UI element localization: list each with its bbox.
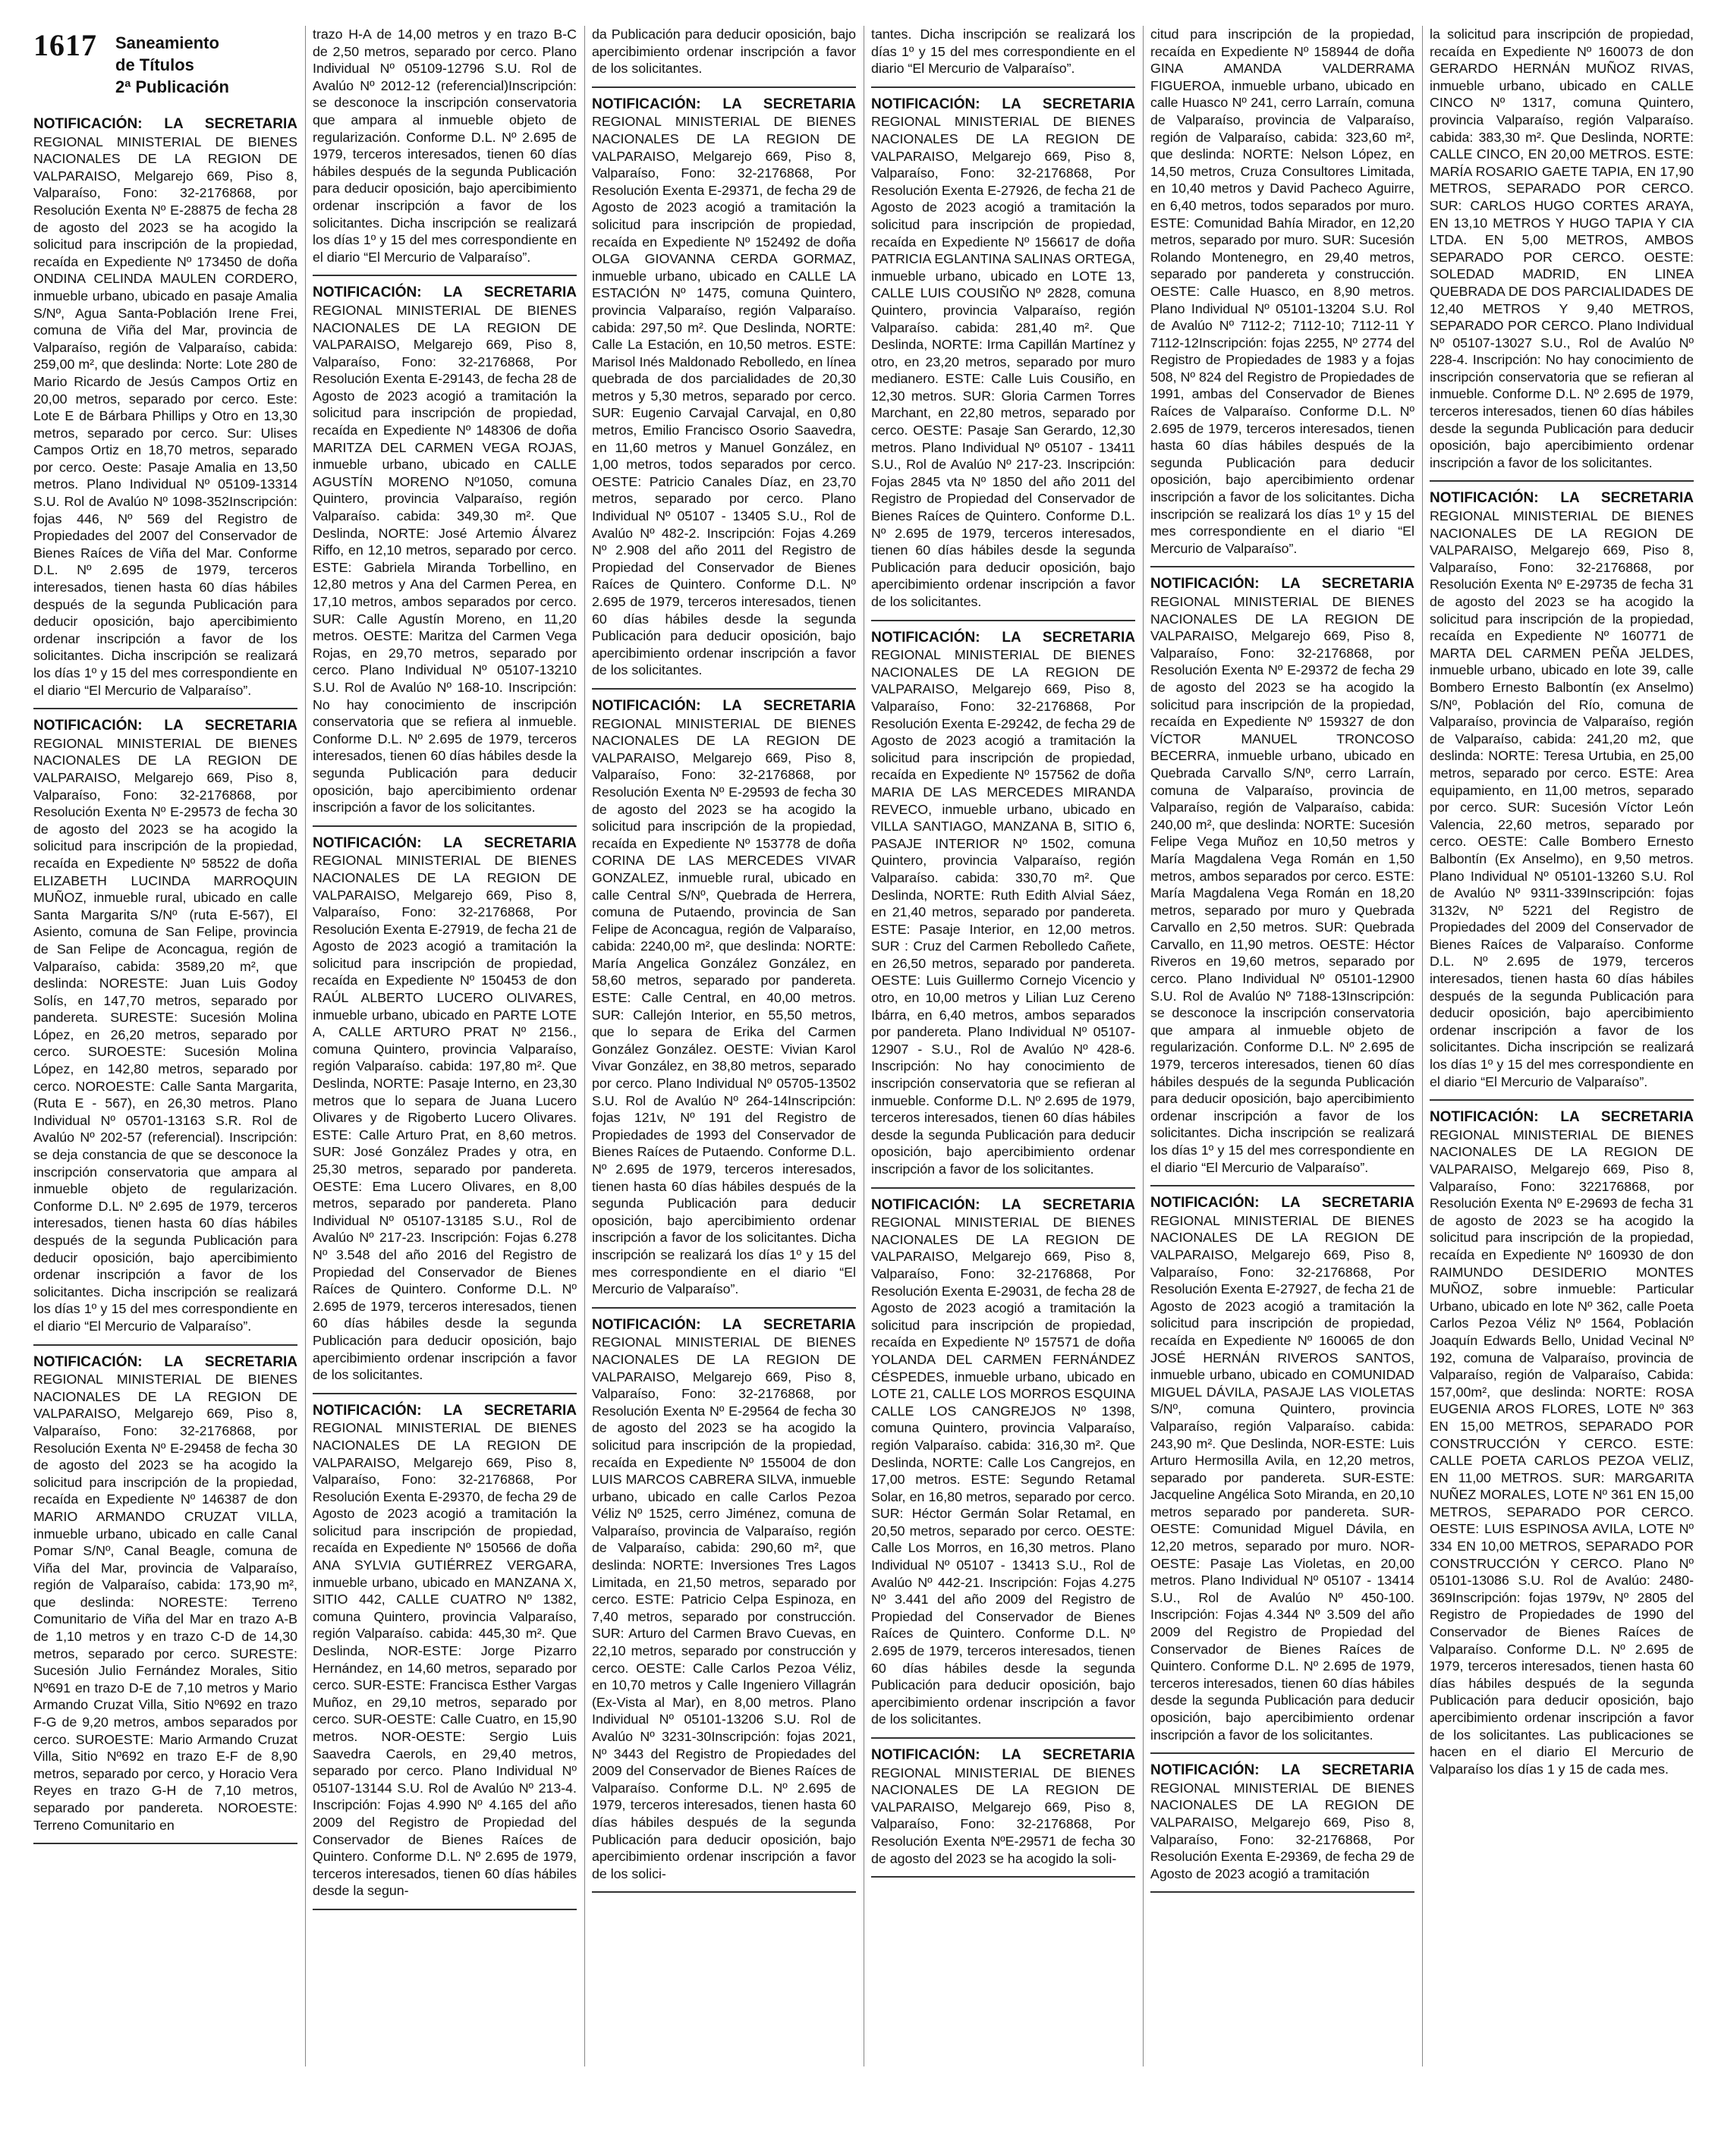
notice	[1430, 489, 1694, 1101]
section-code: 1617	[33, 28, 97, 62]
notice-heading: NOTIFICACIÓN: LA SECRETARIA	[1150, 1195, 1414, 1212]
notice	[871, 1746, 1135, 1878]
notice-column	[592, 26, 856, 2066]
column-divider	[1143, 26, 1144, 2066]
notice-heading: NOTIFICACIÓN: LA SECRETARIA	[871, 1196, 1135, 1213]
notice-body: REGIONAL MINISTERIAL DE BIENES NACIONALES DE LA REGION DE VALPARAISO, Melgarejo 669, Piso 8, Valparaíso, Fono: 32-2176868, Por Resolución Exenta E-29242, de fecha 29 de Agosto de 2023 acogió a tramitación la solicitud para inscripción de propiedad, recaída en Expediente Nº 157562 de doña MARIA DE LAS MERCEDES MIRANDA REVECO, inmueble urbano, ubicado en VILLA SANTIAGO, MANZANA B, SITIO 6, PASAJE INTERIOR Nº 1502, comuna Quintero, provincia Valparaíso, región Valparaíso. cabida: 330,70 m². Que Deslinda, NORTE: Ruth Edith Alvial Sáez, en 21,40 metros, separado por pandereta. ESTE: Pasaje Interior, en 12,00 metros. SUR : Cruz del Carmen Rebolledo Cañete, en 26,50 metros, separado por pandereta. OESTE: Luis Guillermo Cornejo Vicencio y otro, en 10,00 metros y Lilian Luz Cereno Ibárra, en 6,40 metros, ambos separados por pandereta. Plano Individual Nº 05107-12907 - S.U., Rol de Avalúo Nº 428-6. Inscripción: No hay conocimiento de inscripción conservatoria que se refieran al inmueble. Conforme D.L. Nº 2.695 de 1979, terceros interesados, tienen 60 días hábiles desde la segunda Publicación para deducir oposición, bajo apercibimiento ordenar inscripción a favor de los solicitantes.	[871, 647, 1135, 1177]
notice-continuation	[592, 26, 856, 88]
notice-body: REGIONAL MINISTERIAL DE BIENES NACIONALES DE LA REGION DE VALPARAISO, Melgarejo 669, Piso 8, Valparaíso, Fono: 32-2176868, Por Resolución Exenta E-29143, de fecha 28 de Agosto de 2023 acogió a tramitación la solicitud para inscripción de propiedad, recaída en Expediente Nº 148306 de doña MARITZA DEL CARMEN VEGA ROJAS, inmueble urbano, ubicado en CALLE AGUSTÍN MORENO Nº1050, comuna Quintero, provincia Valparaíso, región Valparaíso. cabida: 349,30 m². Que Deslinda, NORTE: José Artemio Álvarez Riffo, en 12,10 metros, separado por cerco. ESTE: Gabriela Miranda Torbellino, en 12,80 metros y Ana del Carmen Perea, en 17,10 metros, ambos separados por cerco. SUR: Calle Agustín Moreno, en 11,20 metros. OESTE: Maritza del Carmen Vega Rojas, en 29,70 metros, separado por cerco. Plano Individual Nº 05107-13210 S.U. Rol de Avalúo Nº 168-10. Inscripción: No hay conocimiento de inscripción conservatoria que se refiera al inmueble. Conforme D.L. Nº 2.695 de 1979, terceros interesados, tienen 60 días hábiles desde la segunda Publicación para deducir oposición, bajo apercibimiento ordenar inscripción a favor de los solicitantes.	[313, 302, 577, 816]
notice-body: REGIONAL MINISTERIAL DE BIENES NACIONALES DE LA REGION DE VALPARAISO, Melgarejo 669, Piso 8, Valparaíso, Fono: 32-2176868, Por Resolución Exenta E-29031, de fecha 28 de Agosto de 2023 acogió a tramitación la solicitud para inscripción de propiedad, recaída en Expediente Nº 157571 de doña YOLANDA DEL CARMEN FERNÁNDEZ CÉSPEDES, inmueble urbano, ubicado en LOTE 21, CALLE LOS MORROS ESQUINA CALLE LOS CANGREJOS Nº 1398, comuna Quintero, provincia Valparaíso, región Valparaíso. cabida: 316,30 m². Que Deslinda, NORTE: Calle Los Cangrejos, en 17,00 metros. ESTE: Segundo Retamal Solar, en 16,80 metros, separado por cerco. SUR: Héctor Germán Solar Retamal, en 20,50 metros, separado por cerco. OESTE: Calle Los Morros, en 16,30 metros. Plano Individual Nº 05107 - 13413 S.U., Rol de Avalúo Nº 442-21. Inscripción: Fojas 4.275 Nº 3.441 del año 2009 del Registro de Propiedad del Conservador de Bienes Raíces de Quintero. Conforme D.L. Nº 2.695 de 1979, terceros interesados, tienen 60 días hábiles desde la segunda Publicación para deducir oposición, bajo apercibimiento ordenar inscripción a favor de los solicitantes.	[871, 1215, 1135, 1727]
notice-body: REGIONAL MINISTERIAL DE BIENES NACIONALES DE LA REGION DE VALPARAISO, Melgarejo 669, Piso 8, Valparaíso, Fono: 32-2176868, Por Resolución Exenta E-29369, de fecha 29 de Agosto de 2023 acogió a tramitación	[1150, 1780, 1414, 1881]
column-divider	[1422, 26, 1423, 2066]
notice-column	[1430, 26, 1694, 2066]
notice-body: REGIONAL MINISTERIAL DE BIENES NACIONALES DE LA REGION DE VALPARAISO, Melgarejo 669, Piso 8, Valparaíso, Fono: 32-2176868, por Resolución Exenta Nº E-29458 de fecha 30 de agosto del 2023 se ha acogido la solicitud para inscripción de la propiedad, recaída en Expediente Nº 146387 de don MARIO ARMANDO CRUZAT VILLA, inmueble urbano, ubicado en calle Canal Pomar S/Nº, Canal Beagle, comuna de Viña del Mar, provincia de Valparaíso, región de Valparaíso, cabida: 173,90 m², que deslinda: NORESTE: Terreno Comunitario de Viña del Mar en trazo A-B de 1,10 metros y en trazo C-D de 14,30 metros, separado por cerco. SURESTE: Sucesión Julio Fernández Morales, Sitio Nº691 en trazo D-E de 7,10 metros y Mario Armando Cruzat Villa, Sitio Nº692 en trazo F-G de 9,20 metros, ambos separados por cerco. SUROESTE: Mario Armando Cruzat Villa, Sitio Nº692 en trazo E-F de 8,90 metros, separado por cerco, y Horacio Vera Reyes en trazo G-H de 7,10 metros, separado por pandereta. NOROESTE: Terreno Comunitario en	[33, 1372, 297, 1833]
notice-heading: NOTIFICACIÓN: LA SECRETARIA	[33, 1353, 297, 1370]
notice-heading: NOTIFICACIÓN: LA SECRETARIA	[313, 834, 577, 851]
section-title-line: 2ª Publicación	[115, 77, 229, 96]
column-divider	[305, 26, 306, 2066]
notice-body: la solicitud para inscripción de propiedad, recaída en Expediente Nº 160073 de don GERARDO HERNÁN MUÑOZ RIVAS, inmueble urbano, ubicado en CALLE CINCO Nº 1317, comuna Quintero, provincia Valparaíso, región Valparaíso. cabida: 383,30 m². Que Deslinda, NORTE: CALLE CINCO, EN 20,00 METROS. ESTE: MARÍA ROSARIO GAETE TAPIA, EN 17,90 METROS, SEPARADO POR CERCO. SUR: CARLOS HUGO CORTES ARAYA, EN 13,10 METROS Y HUGO TAPIA Y CIA LTDA. EN 5,00 METROS, AMBOS SEPARADO POR CERCO. OESTE: SOLEDAD MADRID, EN LINEA QUEBRADA DE DOS PARCIALIDADES DE 12,40 METROS Y 9,40 METROS, SEPARADO POR CERCO. Plano Individual Nº 05107-13027 S.U., Rol de Avalúo Nº 228-4. Inscripción: No hay conocimiento de inscripción conservatoria que se refieran al inmueble. Conforme D.L. Nº 2.695 de 1979, terceros interesados, tienen 60 días hábiles desde la segunda Publicación para deducir oposición, bajo apercibimiento ordenar inscripción a favor de los solicitantes.	[1430, 27, 1694, 470]
notice	[592, 1316, 856, 1894]
notice	[313, 834, 577, 1394]
notice-body: REGIONAL MINISTERIAL DE BIENES NACIONALES DE LA REGION DE VALPARAISO, Melgarejo 669, Piso 8, Valparaíso, Fono: 32-2176868, Por Resolución Exenta E-27919, de fecha 21 de Agosto de 2023 acogió a tramitación la solicitud para inscripción de propiedad, recaída en Expediente Nº 150453 de don RAÚL ALBERTO LUCERO OLIVARES, inmueble urbano, ubicado en PARTE LOTE A, CALLE ARTURO PRAT Nº 2156., comuna Quintero, provincia Valparaíso, región Valparaíso. cabida: 197,80 m². Que Deslinda, NORTE: Pasaje Interno, en 23,30 metros que lo separa de Juana Lucero Olivares y de Rigoberto Lucero Olivares. ESTE: Calle Arturo Prat, en 8,60 metros. SUR: José González Prades y otra, en 25,30 metros, separado por pandereta. OESTE: Ema Lucero Olivares, en 8,00 metros, separado por pandereta. Plano Individual Nº 05107-13185 S.U., Rol de Avalúo Nº 217-23. Inscripción: Fojas 6.278 Nº 3.548 del año 2016 del Registro de Propiedad del Conservador de Bienes Raíces de Quintero. Conforme D.L. Nº 2.695 de 1979, terceros interesados, tienen 60 días hábiles desde la segunda Publicación para deducir oposición, bajo apercibimiento ordenar inscripción a favor de los solicitantes.	[313, 853, 577, 1383]
notice-heading: NOTIFICACIÓN: LA SECRETARIA	[313, 284, 577, 301]
notice	[33, 717, 297, 1345]
column-divider	[584, 26, 585, 2066]
notice-body: REGIONAL MINISTERIAL DE BIENES NACIONALES DE LA REGION DE VALPARAISO, Melgarejo 669, Piso 8, Valparaíso, Fono: 322176868, por Resolución Exenta Nº E-29693 de fecha 31 de agosto de 2023 se ha acogido la solicitud para inscripción de la propiedad, recaída en Expediente Nº 160930 de don RAIMUNDO DESIDERIO MONTES MUÑOZ, sobre inmueble: Particular Urbano, ubicado en lote Nº 362, calle Poeta Carlos Pezoa Véliz Nº 1564, Población Joaquín Edwards Bello, Unidad Vecinal Nº 192, comuna de Valparaíso, provincia de Valparaíso, región de Valparaíso, Cabida: 157,00m², que deslinda: NORTE: ROSA EUGENIA AROS FLORES, LOTE Nº 363 EN 15,00 METROS, SEPARADO POR CONSTRUCCIÓN Y CERCO. ESTE: CALLE POETA CARLOS PEZOA VELIZ, EN 11,00 METROS. SUR: MARGARITA NUÑEZ MORALES, LOTE Nº 361 EN 15,00 METROS, SEPARADO POR CERCO. OESTE: LUIS ESPINOSA AVILA, LOTE Nº 334 EN 10,00 METROS, SEPARADO POR CONSTRUCCIÓN Y CERCO. Plano Nº 05101-13086 S.U. Rol de Avalúo: 2480-369Inscripción: fojas 1979v, Nº 2805 del Registro de Propiedades de 1990 del Conservador de Bienes Raíces de Valparaíso. Conforme D.L. Nº 2.695 de 1979, terceros interesados, tienen hasta 60 días hábiles después de la segunda Publicación para deducir oposición, bajo apercibimiento ordenar inscripción a favor de los solicitantes. Las publicaciones se hacen en el diario El Mercurio de Valparaíso los días 1 y 15 de cada mes.	[1430, 1127, 1694, 1777]
notice-body: REGIONAL MINISTERIAL DE BIENES NACIONALES DE LA REGION DE VALPARAISO, Melgarejo 669, Piso 8, Valparaíso, Fono: 32-2176868, Por Resolución Exenta E-27927, de fecha 21 de Agosto de 2023 acogió a tramitación la solicitud para inscripción de propiedad, recaída en Expediente Nº 160065 de don JOSÉ HERNÁN RIVEROS SANTOS, inmueble urbano, ubicado en COMUNIDAD MIGUEL DÁVILA, PASAJE LAS VIOLETAS S/Nº, comuna Quintero, provincia Valparaíso, región Valparaíso. cabida: 243,90 m². Que Deslinda, NOR-ESTE: Luis Arturo Hermosilla Avila, en 12,20 metros, separado por pandereta. SUR-ESTE: Jacqueline Angélica Soto Miranda, en 20,10 metros separado por pandereta. SUR-OESTE: Comunidad Miguel Dávila, en 12,20 metros, separado por muro. NOR-OESTE: Pasaje Las Violetas, en 20,00 metros. Plano Individual Nº 05107 - 13414 S.U., Rol de Avalúo Nº 450-100. Inscripción: Fojas 4.344 Nº 3.509 del año 2009 del Registro de Propiedad del Conservador de Bienes Raíces de Quintero. Conforme D.L. Nº 2.695 de 1979, terceros interesados, tienen 60 días hábiles desde la segunda Publicación para deducir oposición, bajo apercibimiento ordenar inscripción a favor de los solicitantes.	[1150, 1212, 1414, 1743]
notice-continuation	[313, 26, 577, 276]
notice-continuation	[1150, 26, 1414, 567]
notice-column	[313, 26, 577, 2066]
notice-body: REGIONAL MINISTERIAL DE BIENES NACIONALES DE LA REGION DE VALPARAISO, Melgarejo 669, Piso 8, Valparaíso, Fono: 32-2176868, Por Resolución Exenta E-29370, de fecha 29 de Agosto de 2023 acogió a tramitación la solicitud para inscripción de propiedad, recaída en Expediente Nº 150566 de doña ANA SYLVIA GUTIÉRREZ VERGARA, inmueble urbano, ubicado en MANZANA X, SITIO 442, CALLE CUATRO Nº 1382, comuna Quintero, provincia Valparaíso, región Valparaíso. cabida: 445,30 m². Que Deslinda, NOR-ESTE: Jorge Pizarro Hernández, en 14,60 metros, separado por cerco. SUR-ESTE: Francisca Esther Vargas Muñoz, en 29,10 metros, separado por cerco. SUR-OESTE: Calle Cuatro, en 15,90 metros. NOR-OESTE: Sergio Luis Saavedra Caerols, en 29,40 metros, separado por cerco. Plano Individual Nº 05107-13144 S.U. Rol de Avalúo Nº 213-4. Inscripción: Fojas 4.990 Nº 4.165 del año 2009 del Registro de Propiedad del Conservador de Bienes Raíces de Quintero. Conforme D.L. Nº 2.695 de 1979, terceros interesados, tienen 60 días hábiles desde la segun-	[313, 1420, 577, 1899]
notice-heading: NOTIFICACIÓN: LA SECRETARIA	[313, 1402, 577, 1419]
notice-continuation	[871, 26, 1135, 88]
notice	[592, 96, 856, 690]
notice	[33, 1353, 297, 1845]
notice-continuation	[1430, 26, 1694, 482]
notice-body: tantes. Dicha inscripción se realizará los días 1º y 15 del mes correspondiente en el diario “El Mercurio de Valparaíso”.	[871, 27, 1135, 77]
notice-column	[1150, 26, 1414, 2066]
notice-body: REGIONAL MINISTERIAL DE BIENES NACIONALES DE LA REGION DE VALPARAISO, Melgarejo 669, Piso 8, Valparaíso, Fono: 32-2176868, Por Resolución Exenta NºE-29571 de fecha 30 de agosto del 2023 se ha acogido la soli-	[871, 1765, 1135, 1866]
notice-heading: NOTIFICACIÓN: LA SECRETARIA	[592, 96, 856, 112]
notice	[871, 96, 1135, 621]
notice-heading: NOTIFICACIÓN: LA SECRETARIA	[33, 116, 297, 132]
notice-body: REGIONAL MINISTERIAL DE BIENES NACIONALES DE LA REGION DE VALPARAISO, Melgarejo 669, Piso 8, Valparaíso, Fono: 32-2176868, por Resolución Exenta Nº E-29573 de fecha 30 de agosto del 2023 se ha acogido la solicitud para inscripción de la propiedad, recaída en Expediente Nº 58522 de doña ELIZABETH LUCINDA MARROQUIN MUÑOZ, inmueble rural, ubicado en calle Santa Margarita S/Nº (ruta E-567), El Asiento, comuna de San Felipe, provincia de San Felipe de Aconcagua, región de Valparaíso, cabida: 3589,20 m², que deslinda: NORESTE: Juan Luis Godoy Solís, en 147,70 metros, separado por pandereta. SURESTE: Sucesión Molina López, en 26,20 metros, separado por cerco. SUROESTE: Sucesión Molina López, en 142,80 metros, separado por cerco. NOROESTE: Calle Santa Margarita, (Ruta E - 567), en 26,30 metros. Plano Individual Nº 05701-13163 S.R. Rol de Avalúo Nº 202-57 (referencial). Inscripción: se deja constancia de que se desconoce la inscripción conservatoria que ampara al inmueble objeto de regularización. Conforme D.L. Nº 2.695 de 1979, terceros interesados, tienen hasta 60 días hábiles después de la segunda Publicación para deducir oposición, bajo apercibimiento ordenar inscripción a favor de los solicitantes. Dicha inscripción se realizará los días 1º y 15 del mes correspondiente en el diario “El Mercurio de Valparaíso”.	[33, 735, 297, 1334]
notice-heading: NOTIFICACIÓN: LA SECRETARIA	[1150, 576, 1414, 592]
notice	[871, 1196, 1135, 1739]
notice	[1430, 1108, 1694, 1787]
notice-heading: NOTIFICACIÓN: LA SECRETARIA	[1150, 1762, 1414, 1779]
notice-column	[33, 115, 297, 2156]
notice-body: REGIONAL MINISTERIAL DE BIENES NACIONALES DE LA REGION DE VALPARAISO, Melgarejo 669, Piso 8, Valparaíso, Fono: 32-2176868, por Resolución Exenta Nº E-29564 de fecha 30 de agosto del 2023 se ha acogido la solicitud para inscripción de la propiedad, recaída en Expediente Nº 155004 de don LUIS MARCOS CABRERA SILVA, inmueble urbano, ubicado en calle Carlos Pezoa Véliz Nº 1525, cerro Jiménez, comuna de Valparaíso, provincia de Valparaíso, región de Valparaíso, cabida: 290,60 m², que deslinda: NORTE: Inversiones Tres Lagos Limitada, en 21,50 metros, separado por cerco. ESTE: Patricio Celpa Espinoza, en 7,40 metros, separado por construcción. SUR: Arturo del Carmen Bravo Cuevas, en 22,10 metros, separado por construcción y cerco. OESTE: Calle Carlos Pezoa Véliz, en 10,70 metros y Calle Ingeniero Villagrán (Ex-Vista al Mar), en 8,00 metros. Plano Individual Nº 05101-13206 S.U. Rol de Avalúo Nº 3231-30Inscripción: fojas 2021, Nº 3443 del Registro de Propiedades del 2009 del Conservador de Bienes Raíces de Valparaíso. Conforme D.L. Nº 2.695 de 1979, terceros interesados, tienen hasta 60 días hábiles después de la segunda Publicación para deducir oposición, bajo apercibimiento ordenar inscripción a favor de los solici-	[592, 1334, 856, 1881]
notice-body: da Publicación para deducir oposición, bajo apercibimiento ordenar inscripción a favor de los solicitantes.	[592, 27, 856, 77]
notice	[871, 629, 1135, 1189]
notice-body: REGIONAL MINISTERIAL DE BIENES NACIONALES DE LA REGION DE VALPARAISO, Melgarejo 669, Piso 8, Valparaíso, Fono: 32-2176868, Por Resolución Exenta E-27926, de fecha 21 de Agosto de 2023 acogió a tramitación la solicitud para inscripción de propiedad, recaída en Expediente Nº 156617 de doña PATRICIA EGLANTINA SALINAS ORTEGA, inmueble urbano, ubicado en LOTE 13, CALLE LUIS COUSIÑO Nº 2828, comuna Quintero, provincia Valparaíso, región Valparaíso. cabida: 281,40 m². Que Deslinda, NORTE: Irma Capillán Martínez y otro, en 23,20 metros, separado por muro medianero. ESTE: Calle Luis Cousiño, en 12,30 metros. SUR: Gloria Carmen Torres Marchant, en 22,80 metros, separado por cerco. OESTE: Pasaje San Gerardo, 12,30 metros. Plano Individual Nº 05107 - 13411 S.U., Rol de Avalúo Nº 217-23. Inscripción: Fojas 2845 vta Nº 1850 del año 2011 del Registro de Propiedad del Conservador de Bienes Raíces de Quintero. Conforme D.L. Nº 2.695 de 1979, terceros interesados, tienen 60 días hábiles desde la segunda Publicación para deducir oposición, bajo apercibimiento ordenar inscripción a favor de los solicitantes.	[871, 114, 1135, 609]
notice-body: trazo H-A de 14,00 metros y en trazo B-C de 2,50 metros, separado por cerco. Plano Individual Nº 05109-12796 S.U. Rol de Avalúo Nº 2012-12 (referencial)Inscripción: se desconoce la inscripción conservatoria que ampara al inmueble objeto de regularización. Conforme D.L. Nº 2.695 de 1979, terceros interesados, tienen 60 días hábiles después de la segunda Publicación para deducir oposición, bajo apercibimiento ordenar inscripción a favor de los solicitantes. Dicha inscripción se realizará los días 1º y 15 del mes correspondiente en el diario “El Mercurio de Valparaíso”.	[313, 27, 577, 265]
notice-body: citud para inscripción de la propiedad, recaída en Expediente Nº 158944 de doña GINA AMANDA VALDERRAMA FIGUEROA, inmueble urbano, ubicado en calle Huasco Nº 241, cerro Larraín, comuna de Valparaíso, provincia de Valparaíso, región de Valparaíso, cabida: 323,60 m², que deslinda: NORTE: Nelson López, en 14,50 metros, Cruza Consultores Limitada, en 10,40 metros y David Pacheco Aguirre, en 6,40 metros, todos separados por muro. ESTE: Comunidad Bahía Mirador, en 12,20 metros, separado por muro. SUR: Sucesión Rolando Montenegro, en 29,40 metros, separado por pandereta y construcción. OESTE: Calle Huasco, en 8,90 metros. Plano Individual Nº 05101-13204 S.U. Rol de Avalúo Nº 7112-2; 7112-10; 7112-11 Y 7112-12Inscripción: fojas 2255, Nº 2774 del Registro de Propiedades de 1983 y a fojas 508, Nº 824 del Registro de Propiedades de 1991, ambas del Conservador de Bienes Raíces de Valparaíso. Conforme D.L. Nº 2.695 de 1979, terceros interesados, tienen hasta 60 días hábiles después de la segunda Publicación para deducir oposición, bajo apercibimiento ordenar inscripción a favor de los solicitantes. Dicha inscripción se realizará los días 1º y 15 del mes correspondiente en el diario “El Mercurio de Valparaíso”.	[1150, 27, 1414, 556]
notice-heading: NOTIFICACIÓN: LA SECRETARIA	[871, 629, 1135, 646]
notice-heading: NOTIFICACIÓN: LA SECRETARIA	[1430, 490, 1694, 507]
notice-heading: NOTIFICACIÓN: LA SECRETARIA	[33, 718, 297, 734]
section-title-line: de Títulos	[115, 55, 194, 74]
notice	[33, 115, 297, 709]
notice	[313, 1402, 577, 1910]
notice	[1150, 1762, 1414, 1893]
notice-body: REGIONAL MINISTERIAL DE BIENES NACIONALES DE LA REGION DE VALPARAISO, Melgarejo 669, Piso 8, Valparaíso, Fono: 32-2176868, por Resolución Exenta Nº E-29735 de fecha 31 de agosto del 2023 se ha acogido la solicitud para inscripción de la propiedad, recaída en Expediente Nº 160771 de MARTA DEL CARMEN PEÑA JELDES, inmueble urbano, ubicado en lote 39, calle Bombero Ernesto Balbontín (ex Anselmo) S/Nº, Población del Río, comuna de Valparaíso, provincia de Valparaíso, región de Valparaíso, cabida: 241,20 m2, que deslinda: NORTE: Teresa Urtubia, en 25,00 metros, separado por cerco. ESTE: Area equipamiento, en 11,00 metros, separado por cerco. SUR: Sucesión Víctor León Valencia, 22,60 metros, separado por cerco. OESTE: Calle Bombero Ernesto Balbontín (Ex Anselmo), en 9,50 metros. Plano Individual Nº 05101-13260 S.U. Rol de Avalúo Nº 9311-339Inscripción: fojas 3132v, Nº 5221 del Registro de Propiedades del 2009 del Conservador de Bienes Raíces de Valparaíso. Conforme D.L. Nº 2.695 de 1979, terceros interesados, tienen hasta 60 días hábiles después de la segunda Publicación para deducir oposición, bajo apercibimiento ordenar inscripción a favor de los solicitantes. Dicha inscripción se realizará los días 1º y 15 del mes correspondiente en el diario “El Mercurio de Valparaíso”.	[1430, 508, 1694, 1089]
notice-heading: NOTIFICACIÓN: LA SECRETARIA	[871, 1747, 1135, 1763]
notice-heading: NOTIFICACIÓN: LA SECRETARIA	[592, 1316, 856, 1333]
notice-column	[871, 26, 1135, 2066]
section-title-line: Saneamiento	[115, 33, 219, 52]
notice	[1150, 1194, 1414, 1754]
notice-body: REGIONAL MINISTERIAL DE BIENES NACIONALES DE LA REGION DE VALPARAISO, Melgarejo 669, Piso 8, Valparaíso, Fono: 32-2176868, Por Resolución Exenta E-29371, de fecha 29 de Agosto de 2023 acogió a tramitación la solicitud para inscripción de propiedad, recaída en Expediente Nº 152492 de doña OLGA GIOVANNA CERDA GORMAZ, inmueble urbano, ubicado en CALLE LA ESTACIÓN Nº 1475, comuna Quintero, provincia Valparaíso, región Valparaíso. cabida: 297,50 m². Que Deslinda, NORTE: Calle La Estación, en 10,50 metros. ESTE: Marisol Inés Maldonado Rebolledo, en línea quebrada de dos parcialidades de 20,30 metros y 5,30 metros, separado por cerco. SUR: Eugenio Carvajal Carvajal, en 0,80 metros, Emilio Francisco Osorio Saavedra, en 11,60 metros y Manuel González, en 1,00 metros, todos separados por cerco. OESTE: Patricio Canales Díaz, en 23,70 metros, separado por cerco. Plano Individual Nº 05107 - 13405 S.U., Rol de Avalúo Nº 482-2. Inscripción: Fojas 4.269 Nº 2.908 del año 2011 del Registro de Propiedad del Conservador de Bienes Raíces de Quintero. Conforme D.L. Nº 2.695 de 1979, terceros interesados, tienen 60 días hábiles desde la segunda Publicación para deducir oposición, bajo apercibimiento ordenar inscripción a favor de los solicitantes.	[592, 114, 856, 678]
notice-body: REGIONAL MINISTERIAL DE BIENES NACIONALES DE LA REGION DE VALPARAISO, Melgarejo 669, Piso 8, Valparaíso, Fono: 32-2176868, por Resolución Exenta Nº E-28875 de fecha 28 de agosto del 2023 se ha acogido la solicitud para inscripción de la propiedad, recaída en Expediente Nº 173450 de doña ONDINA CELINDA MAULEN CORDERO, inmueble urbano, ubicado en pasaje Amalia S/Nº, Agua Santa-Población Irene Frei, comuna de Viña del Mar, provincia de Valparaíso, región de Valparaíso, cabida: 259,00 m², que deslinda: Norte: Lote 280 de Mario Ricardo de Jesús Campos Ortiz en 20,00 metros, separado por cerco. Este: Lote E de Bárbara Phillips y Otro en 13,30 metros, separado por cerco. Sur: Ulises Campos Ortiz en 18,70 metros, separado por cerco. Oeste: Pasaje Amalia en 13,50 metros. Plano Individual Nº 05109-13314 S.U. Rol de Avalúo Nº 1098-352Inscripción: fojas 446, Nº 569 del Registro de Propiedades del 2007 del Conservador de Bienes Raíces de Viña del Mar. Conforme D.L. Nº 2.695 de 1979, terceros interesados, tienen hasta 60 días hábiles después de la segunda Publicación para deducir oposición, bajo apercibimiento ordenar inscripción a favor de los solicitantes. Dicha inscripción se realizará los días 1º y 15 del mes correspondiente en el diario “El Mercurio de Valparaíso”.	[33, 134, 297, 698]
notice-body: REGIONAL MINISTERIAL DE BIENES NACIONALES DE LA REGION DE VALPARAISO, Melgarejo 669, Piso 8, Valparaíso, Fono: 32-2176868, por Resolución Exenta Nº E-29593 de fecha 30 de agosto del 2023 se ha acogido la solicitud para inscripción de la propiedad, recaída en Expediente Nº 153778 de doña CORINA DE LAS MERCEDES VIVAR GONZALEZ, inmueble rural, ubicado en calle Central S/Nº, Quebrada de Herrera, comuna de Putaendo, provincia de San Felipe de Aconcagua, región de Valparaíso, cabida: 2240,00 m², que deslinda: NORTE: María Angelica González González, en 58,60 metros, separado por pandereta. ESTE: Calle Central, en 40,00 metros. SUR: Callejón Interior, en 55,50 metros, que lo separa de Erika del Carmen González González. OESTE: Vivian Karol Vivar González, en 38,80 metros, separado por cerco. Plano Individual Nº 05705-13502 S.U. Rol de Avalúo Nº 264-14Inscripción: fojas 121v, Nº 191 del Registro de Propiedades de 1993 del Conservador de Bienes Raíces de Putaendo. Conforme D.L. Nº 2.695 de 1979, terceros interesados, tienen hasta 60 días hábiles después de la segunda Publicación para deducir oposición, bajo apercibimiento ordenar inscripción a favor de los solicitantes. Dicha inscripción se realizará los días 1º y 15 del mes correspondiente en el diario “El Mercurio de Valparaíso”.	[592, 715, 856, 1297]
notice-body: REGIONAL MINISTERIAL DE BIENES NACIONALES DE LA REGION DE VALPARAISO, Melgarejo 669, Piso 8, Valparaíso, Fono: 32-2176868, por Resolución Exenta Nº E-29372 de fecha 29 de agosto del 2023 se ha acogido la solicitud para inscripción de la propiedad, recaída en Expediente Nº 159327 de don VÍCTOR MANUEL TRONCOSO BECERRA, inmueble urbano, ubicado en Quebrada Carvallo S/Nº, cerro Larraín, comuna de Valparaíso, provincia de Valparaíso, región de Valparaíso, cabida: 240,00 m², que deslinda: NORTE: Sucesión Felipe Vega Muñoz en 10,50 metros y María Magdalena Vega Román en 1,50 metros, ambos separados por cerco. ESTE: María Magdalena Vega Román en 18,20 metros, separado por muro y Quebrada Carvallo en 2,50 metros. SUR: Quebrada Carvallo, en 11,90 metros. OESTE: Héctor Riveros en 19,60 metros, separado por cerco. Plano Individual Nº 05101-12900 S.U. Rol de Avalúo Nº 7188-13Inscripción: se desconoce la inscripción conservatoria que ampara al inmueble objeto de regularización. Conforme D.L. Nº 2.695 de 1979, terceros interesados, tienen 60 días hábiles después de la segunda Publicación para deducir oposición, bajo apercibimiento ordenar inscripción a favor de los solicitantes. Dicha inscripción se realizará los días 1º y 15 del mes correspondiente en el diario “El Mercurio de Valparaíso”.	[1150, 594, 1414, 1175]
notice	[313, 284, 577, 826]
notice-heading: NOTIFICACIÓN: LA SECRETARIA	[592, 697, 856, 714]
notice	[592, 697, 856, 1309]
notice-columns	[33, 26, 1697, 2066]
notice-heading: NOTIFICACIÓN: LA SECRETARIA	[871, 96, 1135, 112]
notice-heading: NOTIFICACIÓN: LA SECRETARIA	[1430, 1109, 1694, 1126]
notice	[1150, 575, 1414, 1186]
